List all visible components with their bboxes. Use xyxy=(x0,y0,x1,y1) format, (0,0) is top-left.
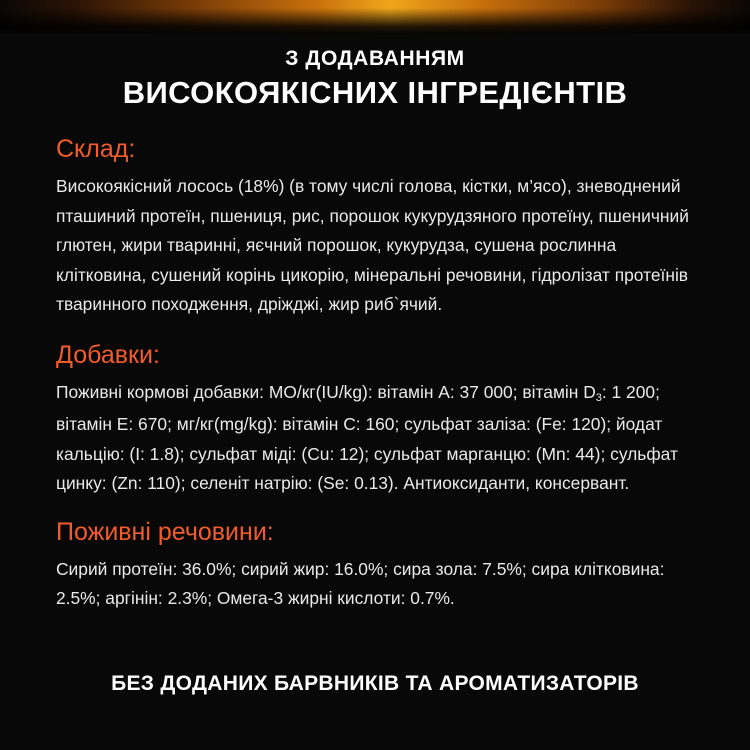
section-additives-body xyxy=(56,378,696,499)
section-nutrients-title: Поживні речовини: xyxy=(56,517,274,546)
top-gradient-strip xyxy=(0,0,750,34)
section-nutrients xyxy=(56,515,696,614)
content xyxy=(56,132,696,618)
header-title: ВИСОКОЯКІСНИХ ІНГРЕДІЄНТІВ xyxy=(122,75,628,110)
header-subtitle: З ДОДАВАННЯМ xyxy=(285,47,465,70)
section-composition xyxy=(56,132,696,320)
section-nutrients-body: Сирий протеїн: 36.0%; сирий жир: 16.0%; сира зола: 7.5%; сира клітковина: 2.5%; аргінін: 2.3%; Омега-3 жирні кислоти: 0.7%. xyxy=(56,558,665,608)
additives-text-part2: : 1 200; вітамін E: 670; мг/кг(mg/kg): вітамін C: 160; сульфат заліза: (Fe: 120); йодат кальцію: (I: 1.8); сульфат міді: (Cu: 12); сульфат марганцю: (Mn: 44); сульфат цинку: (Zn: 110); селеніт натрію: (Se: 0.13). Антиоксиданти, консервант. xyxy=(56,381,678,493)
additives-text-part1: Поживні кормові добавки: МО/кг(IU/kg): вітамін A: 37 000; вітамін D xyxy=(56,381,596,402)
section-composition-title: Склад: xyxy=(56,135,136,163)
footer-claim: БЕЗ ДОДАНИХ БАРВНИКІВ ТА АРОМАТИЗАТОРІВ xyxy=(111,672,639,695)
additives-subscript: 3 xyxy=(595,391,602,404)
section-additives-title: Добавки: xyxy=(56,340,160,369)
section-additives xyxy=(56,338,696,499)
section-composition-body: Високоякісний лосось (18%) (в тому числі голова, кістки, м’ясо), зневоднений пташиний протеїн, пшениця, рис, порошок кукурудзяного протеїну, пшеничний глютен, жири тваринні, яєчний порошок, кукурудза, сушена рослинна клітковина, сушений корінь цикорію, мінеральні речовини, гідролізат протеїнів тваринного походження, дріжджі, жир риб`ячий. xyxy=(56,176,689,314)
header xyxy=(0,46,750,112)
